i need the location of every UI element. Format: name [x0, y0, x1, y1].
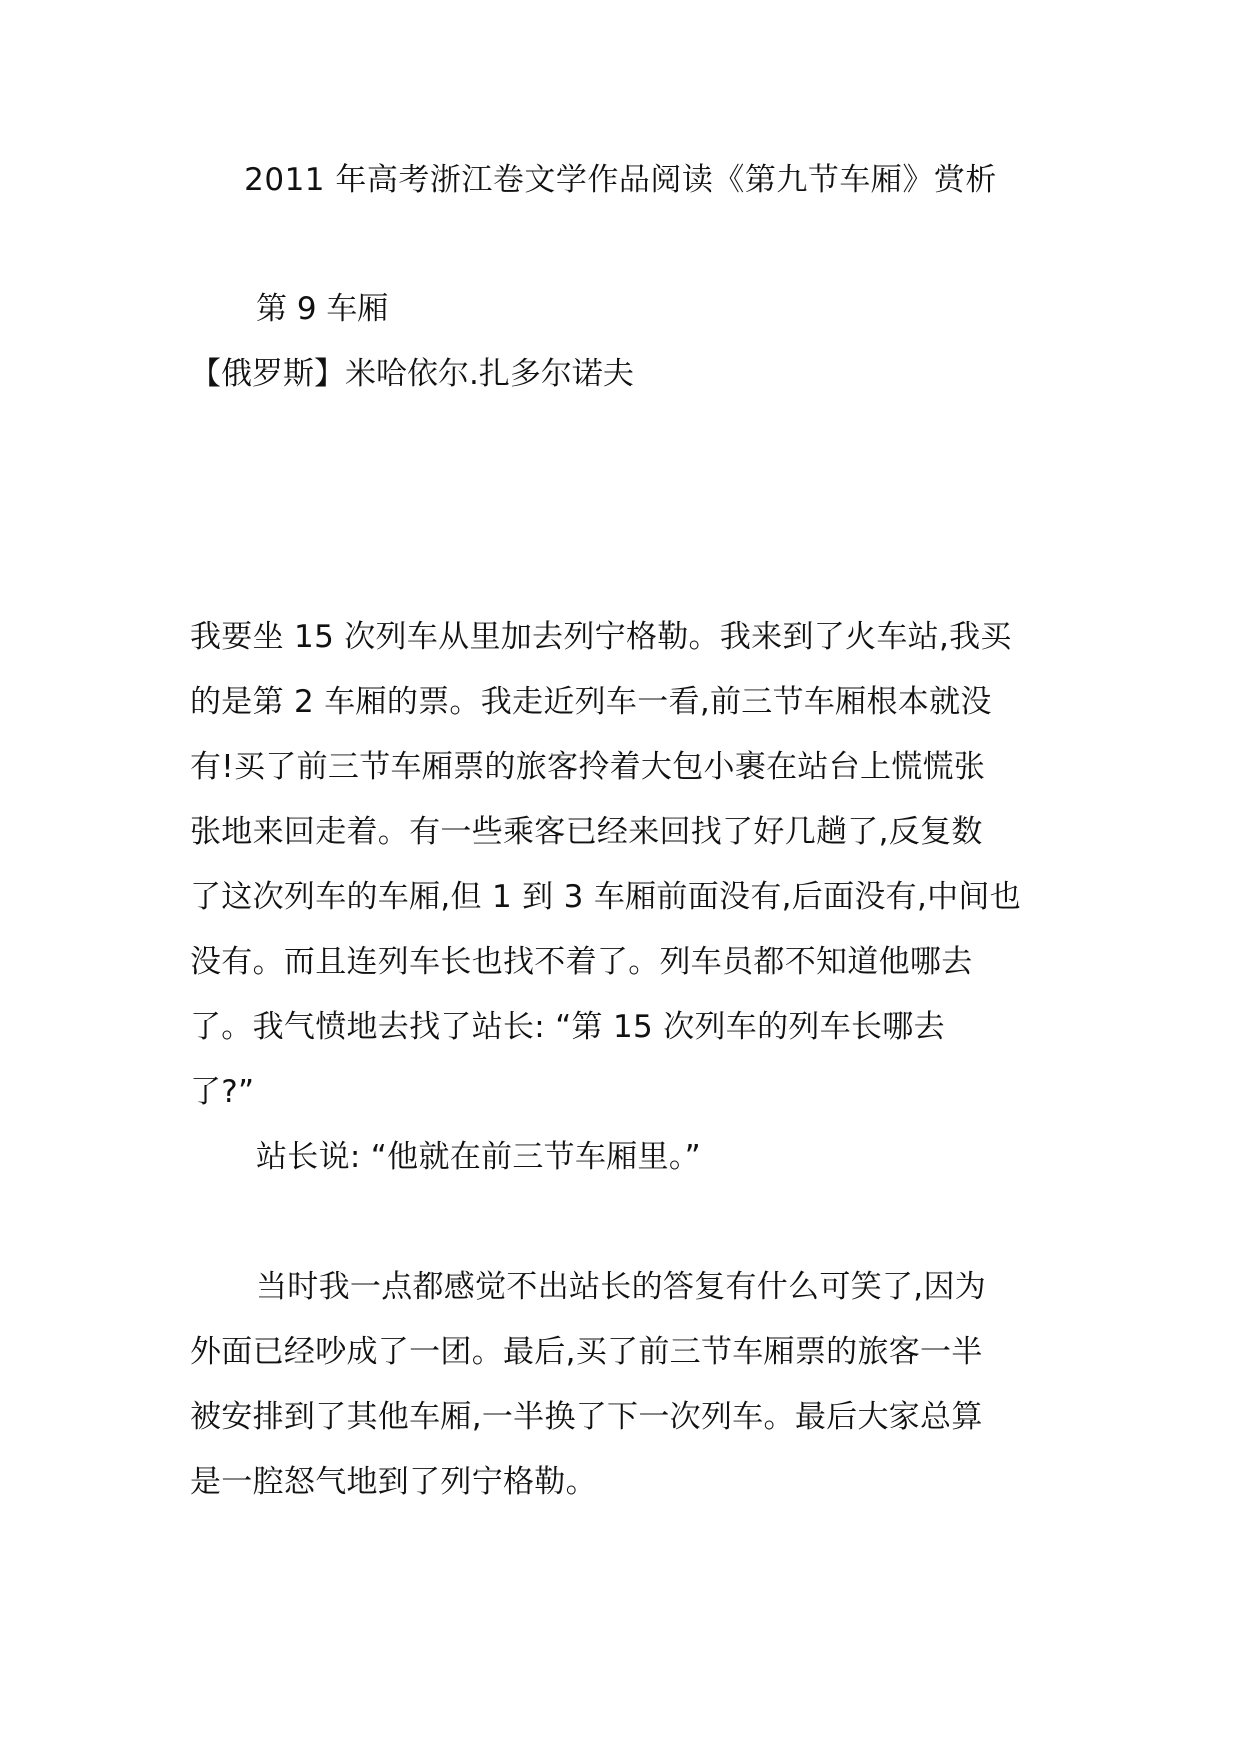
paragraph-line: 有!买了前三节车厢票的旅客拎着大包小裹在站台上慌慌张	[190, 749, 986, 785]
body-paragraph-1	[190, 605, 1050, 1125]
author-line: 【俄罗斯】米哈依尔.扎多尔诺夫	[190, 356, 634, 392]
body-paragraph-3	[190, 1255, 1050, 1515]
paragraph-line: 了这次列车的车厢,但 1 到 3 车厢前面没有,后面没有,中间也	[190, 879, 1022, 915]
paragraph-line: 了。我气愤地去找了站长: “第 15 次列车的列车长哪去	[190, 1009, 945, 1045]
chapter-heading: 第 9 车厢	[256, 291, 389, 327]
paragraph-line: 没有。而且连列车长也找不着了。列车员都不知道他哪去	[190, 944, 973, 980]
paragraph-line: 是一腔怒气地到了列宁格勒。	[190, 1464, 597, 1500]
document-title: 2011 年高考浙江卷文学作品阅读《第九节车厢》赏析	[244, 162, 997, 198]
paragraph-line: 了?”	[190, 1074, 255, 1110]
paragraph-line: 我要坐 15 次列车从里加去列宁格勒。我来到了火车站,我买	[190, 619, 1012, 655]
paragraph-line: 的是第 2 车厢的票。我走近列车一看,前三节车厢根本就没	[190, 684, 992, 720]
paragraph-line: 张地来回走着。有一些乘客已经来回找了好几趟了,反复数	[190, 814, 983, 850]
paragraph-line: 当时我一点都感觉不出站长的答复有什么可笑了,因为	[256, 1269, 987, 1305]
paragraph-line: 被安排到了其他车厢,一半换了下一次列车。最后大家总算	[190, 1399, 983, 1435]
paragraph-line: 站长说: “他就在前三节车厢里。”	[256, 1139, 702, 1175]
body-paragraph-2	[190, 1125, 1050, 1190]
paragraph-line: 外面已经吵成了一团。最后,买了前三节车厢票的旅客一半	[190, 1334, 983, 1370]
